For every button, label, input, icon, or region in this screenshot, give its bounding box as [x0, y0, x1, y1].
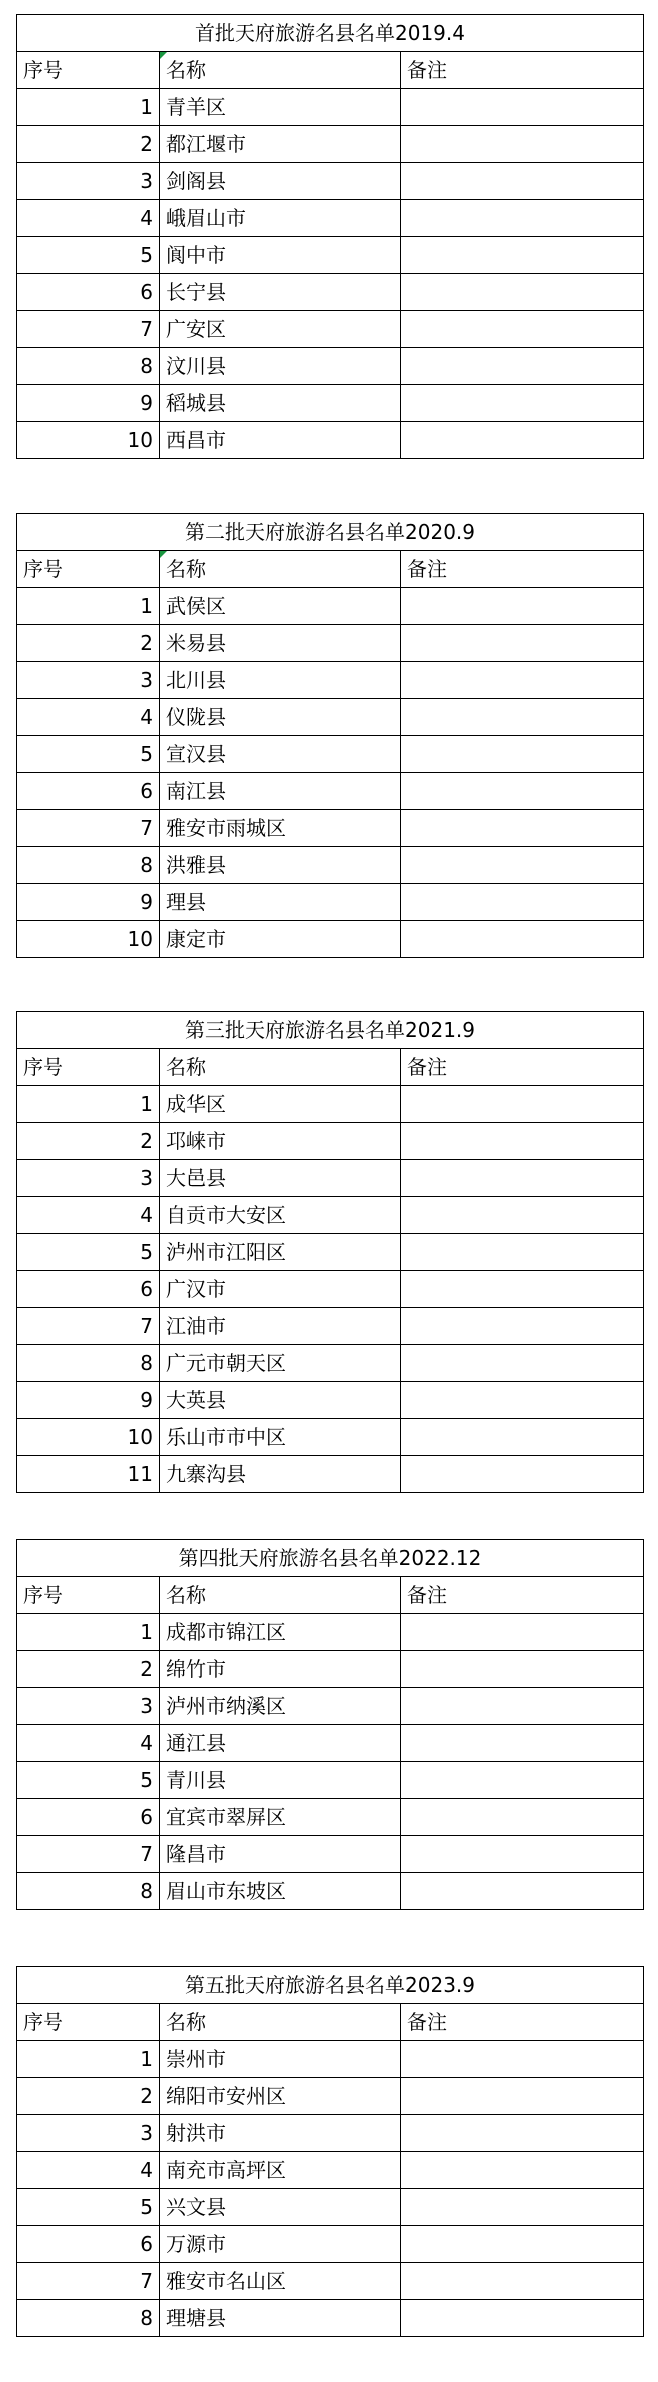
table-row — [17, 2152, 644, 2189]
cell-index[interactable]: 10 — [17, 1419, 160, 1456]
cell-index[interactable]: 2 — [17, 1651, 160, 1688]
table-row — [17, 348, 644, 385]
cell-name[interactable]: 青羊区 — [160, 89, 401, 126]
table-row — [17, 1382, 644, 1419]
cell-index[interactable]: 6 — [17, 1799, 160, 1836]
cell-note[interactable] — [401, 2115, 644, 2152]
table-row — [17, 237, 644, 274]
cell-note[interactable] — [401, 2041, 644, 2078]
cell-note[interactable] — [401, 1271, 644, 1308]
table-row — [17, 2041, 644, 2078]
cell-note[interactable] — [401, 1382, 644, 1419]
table-row — [17, 1419, 644, 1456]
batch-table — [16, 1966, 644, 2337]
table-row — [17, 588, 644, 625]
cell-index[interactable]: 8 — [17, 1345, 160, 1382]
cell-name[interactable]: 邛崃市 — [160, 1123, 401, 1160]
table-row — [17, 2078, 644, 2115]
cell-note[interactable] — [401, 1688, 644, 1725]
table-row — [17, 625, 644, 662]
cell-index[interactable]: 9 — [17, 1382, 160, 1419]
cell-name[interactable]: 射洪市 — [160, 2115, 401, 2152]
table-row — [17, 1836, 644, 1873]
cell-name[interactable]: 稻城县 — [160, 385, 401, 422]
table-title-row — [17, 1540, 644, 1577]
cell-name[interactable]: 绵竹市 — [160, 1651, 401, 1688]
cell-name[interactable]: 江油市 — [160, 1308, 401, 1345]
cell-index[interactable]: 7 — [17, 1308, 160, 1345]
cell-name[interactable]: 大英县 — [160, 1382, 401, 1419]
cell-index[interactable]: 7 — [17, 1836, 160, 1873]
cell-name[interactable]: 宜宾市翠屏区 — [160, 1799, 401, 1836]
cell-note[interactable] — [401, 1725, 644, 1762]
cell-name[interactable]: 自贡市大安区 — [160, 1197, 401, 1234]
cell-name[interactable]: 理县 — [160, 884, 401, 921]
table-row — [17, 2300, 644, 2337]
table-row — [17, 2189, 644, 2226]
cell-note[interactable] — [401, 1160, 644, 1197]
table-title-row — [17, 1967, 644, 2004]
cell-note[interactable] — [401, 385, 644, 422]
cell-index[interactable]: 6 — [17, 2226, 160, 2263]
header-cell-index[interactable]: 序号 — [17, 1049, 160, 1086]
cell-name[interactable]: 都江堰市 — [160, 126, 401, 163]
table-row — [17, 1762, 644, 1799]
table-row — [17, 385, 644, 422]
header-cell-note[interactable]: 备注 — [401, 551, 644, 588]
cell-index[interactable]: 8 — [17, 348, 160, 385]
cell-index[interactable]: 7 — [17, 810, 160, 847]
cell-name[interactable]: 九寨沟县 — [160, 1456, 401, 1493]
cell-index[interactable]: 1 — [17, 89, 160, 126]
cell-index[interactable]: 4 — [17, 699, 160, 736]
cell-name[interactable]: 成华区 — [160, 1086, 401, 1123]
cell-name[interactable]: 广汉市 — [160, 1271, 401, 1308]
cell-note[interactable] — [401, 1651, 644, 1688]
cell-note[interactable] — [401, 1836, 644, 1873]
table-row — [17, 884, 644, 921]
table-row — [17, 1086, 644, 1123]
header-cell-note[interactable]: 备注 — [401, 1577, 644, 1614]
table-row — [17, 1160, 644, 1197]
cell-name[interactable]: 西昌市 — [160, 422, 401, 459]
header-cell-note[interactable]: 备注 — [401, 1049, 644, 1086]
cell-note[interactable] — [401, 1762, 644, 1799]
cell-name[interactable]: 峨眉山市 — [160, 200, 401, 237]
table-header-row — [17, 1577, 644, 1614]
table-row — [17, 311, 644, 348]
cell-note[interactable] — [401, 422, 644, 459]
header-cell-index[interactable]: 序号 — [17, 52, 160, 89]
cell-name[interactable]: 长宁县 — [160, 274, 401, 311]
cell-name[interactable]: 仪陇县 — [160, 699, 401, 736]
cell-name[interactable]: 青川县 — [160, 1762, 401, 1799]
cell-index[interactable]: 2 — [17, 2078, 160, 2115]
cell-name[interactable]: 崇州市 — [160, 2041, 401, 2078]
cell-name[interactable]: 广元市朝天区 — [160, 1345, 401, 1382]
cell-note[interactable] — [401, 1873, 644, 1910]
table-row — [17, 1725, 644, 1762]
cell-name[interactable]: 理塘县 — [160, 2300, 401, 2337]
table-row — [17, 1123, 644, 1160]
table-row — [17, 847, 644, 884]
cell-index[interactable]: 1 — [17, 588, 160, 625]
table-row — [17, 89, 644, 126]
cell-index[interactable]: 6 — [17, 274, 160, 311]
cell-note[interactable] — [401, 2078, 644, 2115]
header-cell-name[interactable]: 名称 — [160, 551, 401, 588]
table-row — [17, 2263, 644, 2300]
cell-note[interactable] — [401, 200, 644, 237]
cell-name[interactable]: 眉山市东坡区 — [160, 1873, 401, 1910]
cell-index[interactable]: 5 — [17, 1234, 160, 1271]
cell-name[interactable]: 兴文县 — [160, 2189, 401, 2226]
cell-index[interactable]: 4 — [17, 2152, 160, 2189]
header-cell-name[interactable]: 名称 — [160, 2004, 401, 2041]
table-row — [17, 1271, 644, 1308]
table-row — [17, 1197, 644, 1234]
cell-name[interactable]: 南江县 — [160, 773, 401, 810]
header-cell-name[interactable]: 名称 — [160, 1577, 401, 1614]
table-title-row — [17, 514, 644, 551]
cell-note[interactable] — [401, 274, 644, 311]
cell-note[interactable] — [401, 1234, 644, 1271]
table-row — [17, 274, 644, 311]
cell-index[interactable]: 3 — [17, 163, 160, 200]
cell-note[interactable] — [401, 1123, 644, 1160]
cell-index[interactable]: 3 — [17, 2115, 160, 2152]
table-row — [17, 773, 644, 810]
table-row — [17, 1651, 644, 1688]
table-title-cell[interactable]: 首批天府旅游名县名单2019.4 — [17, 15, 644, 52]
cell-name[interactable]: 大邑县 — [160, 1160, 401, 1197]
cell-index[interactable]: 1 — [17, 2041, 160, 2078]
table-row — [17, 1308, 644, 1345]
cell-index[interactable]: 10 — [17, 422, 160, 459]
table-header-row — [17, 551, 644, 588]
table-header-row — [17, 2004, 644, 2041]
cell-index[interactable]: 5 — [17, 1762, 160, 1799]
batch-table — [16, 14, 644, 459]
cell-name[interactable]: 康定市 — [160, 921, 401, 958]
table-title-cell[interactable]: 第二批天府旅游名县名单2020.9 — [17, 514, 644, 551]
cell-name[interactable]: 泸州市江阳区 — [160, 1234, 401, 1271]
header-cell-note[interactable]: 备注 — [401, 52, 644, 89]
table-row — [17, 699, 644, 736]
table-header-row — [17, 52, 644, 89]
table-title-cell[interactable]: 第三批天府旅游名县名单2021.9 — [17, 1012, 644, 1049]
cell-note[interactable] — [401, 625, 644, 662]
batch-table — [16, 1011, 644, 1493]
cell-index[interactable]: 1 — [17, 1614, 160, 1651]
cell-index[interactable]: 4 — [17, 1725, 160, 1762]
table-row — [17, 1456, 644, 1493]
batch-table — [16, 1539, 644, 1910]
cell-index[interactable]: 6 — [17, 1271, 160, 1308]
cell-index[interactable]: 9 — [17, 385, 160, 422]
cell-note[interactable] — [401, 736, 644, 773]
cell-note[interactable] — [401, 1419, 644, 1456]
cell-note[interactable] — [401, 1345, 644, 1382]
table-row — [17, 736, 644, 773]
cell-index[interactable]: 3 — [17, 1688, 160, 1725]
cell-name[interactable]: 阆中市 — [160, 237, 401, 274]
cell-note[interactable] — [401, 662, 644, 699]
cell-name[interactable]: 剑阁县 — [160, 163, 401, 200]
header-cell-index[interactable]: 序号 — [17, 1577, 160, 1614]
cell-index[interactable]: 7 — [17, 311, 160, 348]
cell-note[interactable] — [401, 588, 644, 625]
header-cell-note[interactable]: 备注 — [401, 2004, 644, 2041]
cell-index[interactable]: 7 — [17, 2263, 160, 2300]
cell-name[interactable]: 万源市 — [160, 2226, 401, 2263]
cell-note[interactable] — [401, 1086, 644, 1123]
cell-index[interactable]: 10 — [17, 921, 160, 958]
table-row — [17, 1345, 644, 1382]
cell-name[interactable]: 广安区 — [160, 311, 401, 348]
table-row — [17, 422, 644, 459]
cell-note[interactable] — [401, 1614, 644, 1651]
table-title-row — [17, 15, 644, 52]
cell-index[interactable]: 8 — [17, 1873, 160, 1910]
cell-note[interactable] — [401, 1799, 644, 1836]
cell-name[interactable]: 汶川县 — [160, 348, 401, 385]
table-row — [17, 200, 644, 237]
cell-name[interactable]: 乐山市市中区 — [160, 1419, 401, 1456]
table-row — [17, 2115, 644, 2152]
cell-note[interactable] — [401, 699, 644, 736]
cell-note[interactable] — [401, 2226, 644, 2263]
cell-name[interactable]: 绵阳市安州区 — [160, 2078, 401, 2115]
table-row — [17, 1688, 644, 1725]
cell-name[interactable]: 雅安市名山区 — [160, 2263, 401, 2300]
cell-note[interactable] — [401, 163, 644, 200]
cell-index[interactable]: 3 — [17, 662, 160, 699]
cell-index[interactable]: 2 — [17, 126, 160, 163]
batch-table — [16, 513, 644, 958]
table-title-row — [17, 1012, 644, 1049]
cell-index[interactable]: 5 — [17, 237, 160, 274]
cell-index[interactable]: 2 — [17, 1123, 160, 1160]
table-row — [17, 1799, 644, 1836]
cell-index[interactable]: 2 — [17, 625, 160, 662]
cell-note[interactable] — [401, 773, 644, 810]
table-row — [17, 163, 644, 200]
cell-name[interactable]: 隆昌市 — [160, 1836, 401, 1873]
table-row — [17, 1873, 644, 1910]
cell-note[interactable] — [401, 1456, 644, 1493]
table-row — [17, 1234, 644, 1271]
cell-name[interactable]: 米易县 — [160, 625, 401, 662]
cell-index[interactable]: 5 — [17, 736, 160, 773]
cell-index[interactable]: 9 — [17, 884, 160, 921]
cell-index[interactable]: 1 — [17, 1086, 160, 1123]
header-cell-index[interactable]: 序号 — [17, 551, 160, 588]
cell-name[interactable]: 洪雅县 — [160, 847, 401, 884]
cell-note[interactable] — [401, 2189, 644, 2226]
cell-note[interactable] — [401, 311, 644, 348]
cell-note[interactable] — [401, 847, 644, 884]
header-cell-name[interactable]: 名称 — [160, 52, 401, 89]
header-cell-name[interactable]: 名称 — [160, 1049, 401, 1086]
cell-name[interactable]: 武侯区 — [160, 588, 401, 625]
table-row — [17, 921, 644, 958]
cell-index[interactable]: 11 — [17, 1456, 160, 1493]
cell-note[interactable] — [401, 89, 644, 126]
table-row — [17, 2226, 644, 2263]
cell-note[interactable] — [401, 810, 644, 847]
cell-index[interactable]: 6 — [17, 773, 160, 810]
cell-name[interactable]: 北川县 — [160, 662, 401, 699]
cell-name[interactable]: 南充市高坪区 — [160, 2152, 401, 2189]
cell-note[interactable] — [401, 921, 644, 958]
cell-note[interactable] — [401, 1308, 644, 1345]
cell-index[interactable]: 8 — [17, 847, 160, 884]
table-row — [17, 1614, 644, 1651]
cell-name[interactable]: 宣汉县 — [160, 736, 401, 773]
cell-note[interactable] — [401, 2263, 644, 2300]
cell-index[interactable]: 4 — [17, 200, 160, 237]
cell-name[interactable]: 雅安市雨城区 — [160, 810, 401, 847]
header-cell-index[interactable]: 序号 — [17, 2004, 160, 2041]
table-row — [17, 810, 644, 847]
table-row — [17, 126, 644, 163]
cell-note[interactable] — [401, 1197, 644, 1234]
cell-index[interactable]: 4 — [17, 1197, 160, 1234]
cell-name[interactable]: 泸州市纳溪区 — [160, 1688, 401, 1725]
cell-note[interactable] — [401, 237, 644, 274]
cell-note[interactable] — [401, 2152, 644, 2189]
cell-note[interactable] — [401, 884, 644, 921]
table-header-row — [17, 1049, 644, 1086]
cell-note[interactable] — [401, 126, 644, 163]
cell-note[interactable] — [401, 348, 644, 385]
table-row — [17, 662, 644, 699]
table-title-cell[interactable]: 第四批天府旅游名县名单2022.12 — [17, 1540, 644, 1577]
cell-index[interactable]: 3 — [17, 1160, 160, 1197]
table-title-cell[interactable]: 第五批天府旅游名县名单2023.9 — [17, 1967, 644, 2004]
cell-index[interactable]: 5 — [17, 2189, 160, 2226]
cell-name[interactable]: 通江县 — [160, 1725, 401, 1762]
cell-name[interactable]: 成都市锦江区 — [160, 1614, 401, 1651]
cell-note[interactable] — [401, 2300, 644, 2337]
cell-index[interactable]: 8 — [17, 2300, 160, 2337]
